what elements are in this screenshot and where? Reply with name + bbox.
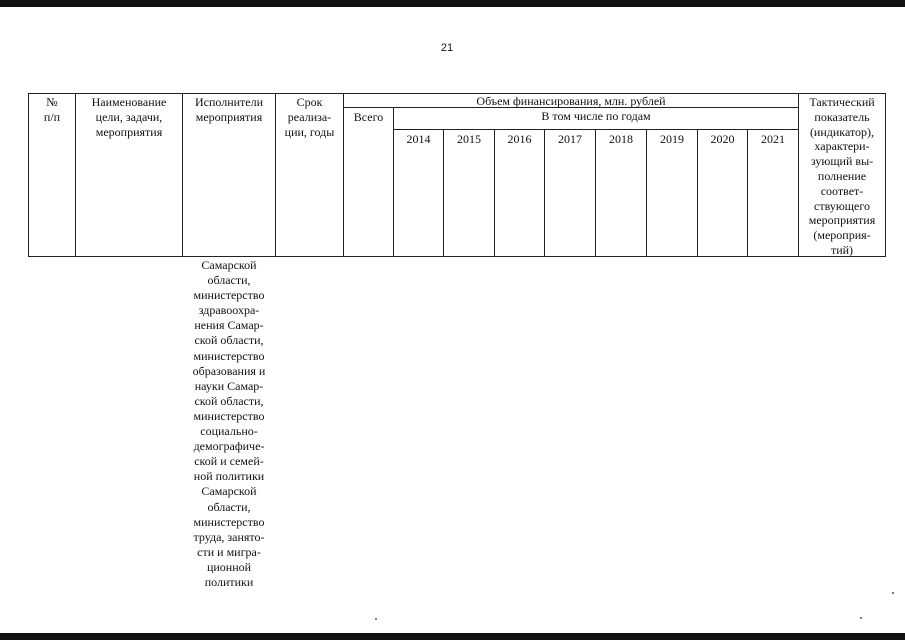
- page-number: 21: [440, 42, 454, 54]
- header-name: Наименование цели, задачи, мероприятия: [91, 95, 167, 139]
- header-year: 2018: [609, 132, 633, 146]
- header-year: 2014: [406, 132, 431, 146]
- header-year: 2020: [710, 132, 735, 146]
- scan-speck: [892, 592, 894, 594]
- table-bottom-line: [28, 256, 886, 257]
- header-year: 2016: [507, 132, 532, 146]
- header-year: 2017: [558, 132, 582, 146]
- col-line-total: [393, 107, 394, 257]
- scan-speck: [860, 617, 862, 619]
- col-line-2019: [697, 129, 698, 257]
- scan-speck: [375, 618, 377, 620]
- executors-continuation: Самарской области, министерство здравоохра- нения Самар- ской области, министерство образования и науки Самар- ской области, министерство социально- демографиче- ской и семей- ной политики Самарской области, министерство труда, занято- сти и мигра- ционной политики: [192, 258, 266, 589]
- header-year: 2019: [660, 132, 684, 146]
- col-line-2015: [494, 129, 495, 257]
- header-funding: Объем финансирования, млн. рублей: [476, 94, 666, 108]
- header-num: № п/п: [43, 95, 61, 124]
- col-line-2016: [544, 129, 545, 257]
- header-year: 2015: [457, 132, 481, 146]
- col-line-2020: [747, 129, 748, 257]
- top-border-bar: [0, 0, 905, 7]
- header-total: Всего: [353, 110, 384, 124]
- header-year: 2021: [761, 132, 785, 146]
- col-line-2018: [646, 129, 647, 257]
- bottom-border-bar: [0, 633, 905, 640]
- header-by-years: В том числе по годам: [541, 109, 651, 123]
- col-line-2014: [443, 129, 444, 257]
- col-line-right: [885, 93, 886, 257]
- header-period: Срок реализа- ции, годы: [284, 95, 335, 139]
- header-executors: Исполнители мероприятия: [194, 95, 264, 124]
- header-indicator: Тактический показатель (индикатор), характери- зующий вы- полнение соответ- ствующего мероприятия (мероприя- тий): [808, 95, 876, 257]
- col-line-2017: [595, 129, 596, 257]
